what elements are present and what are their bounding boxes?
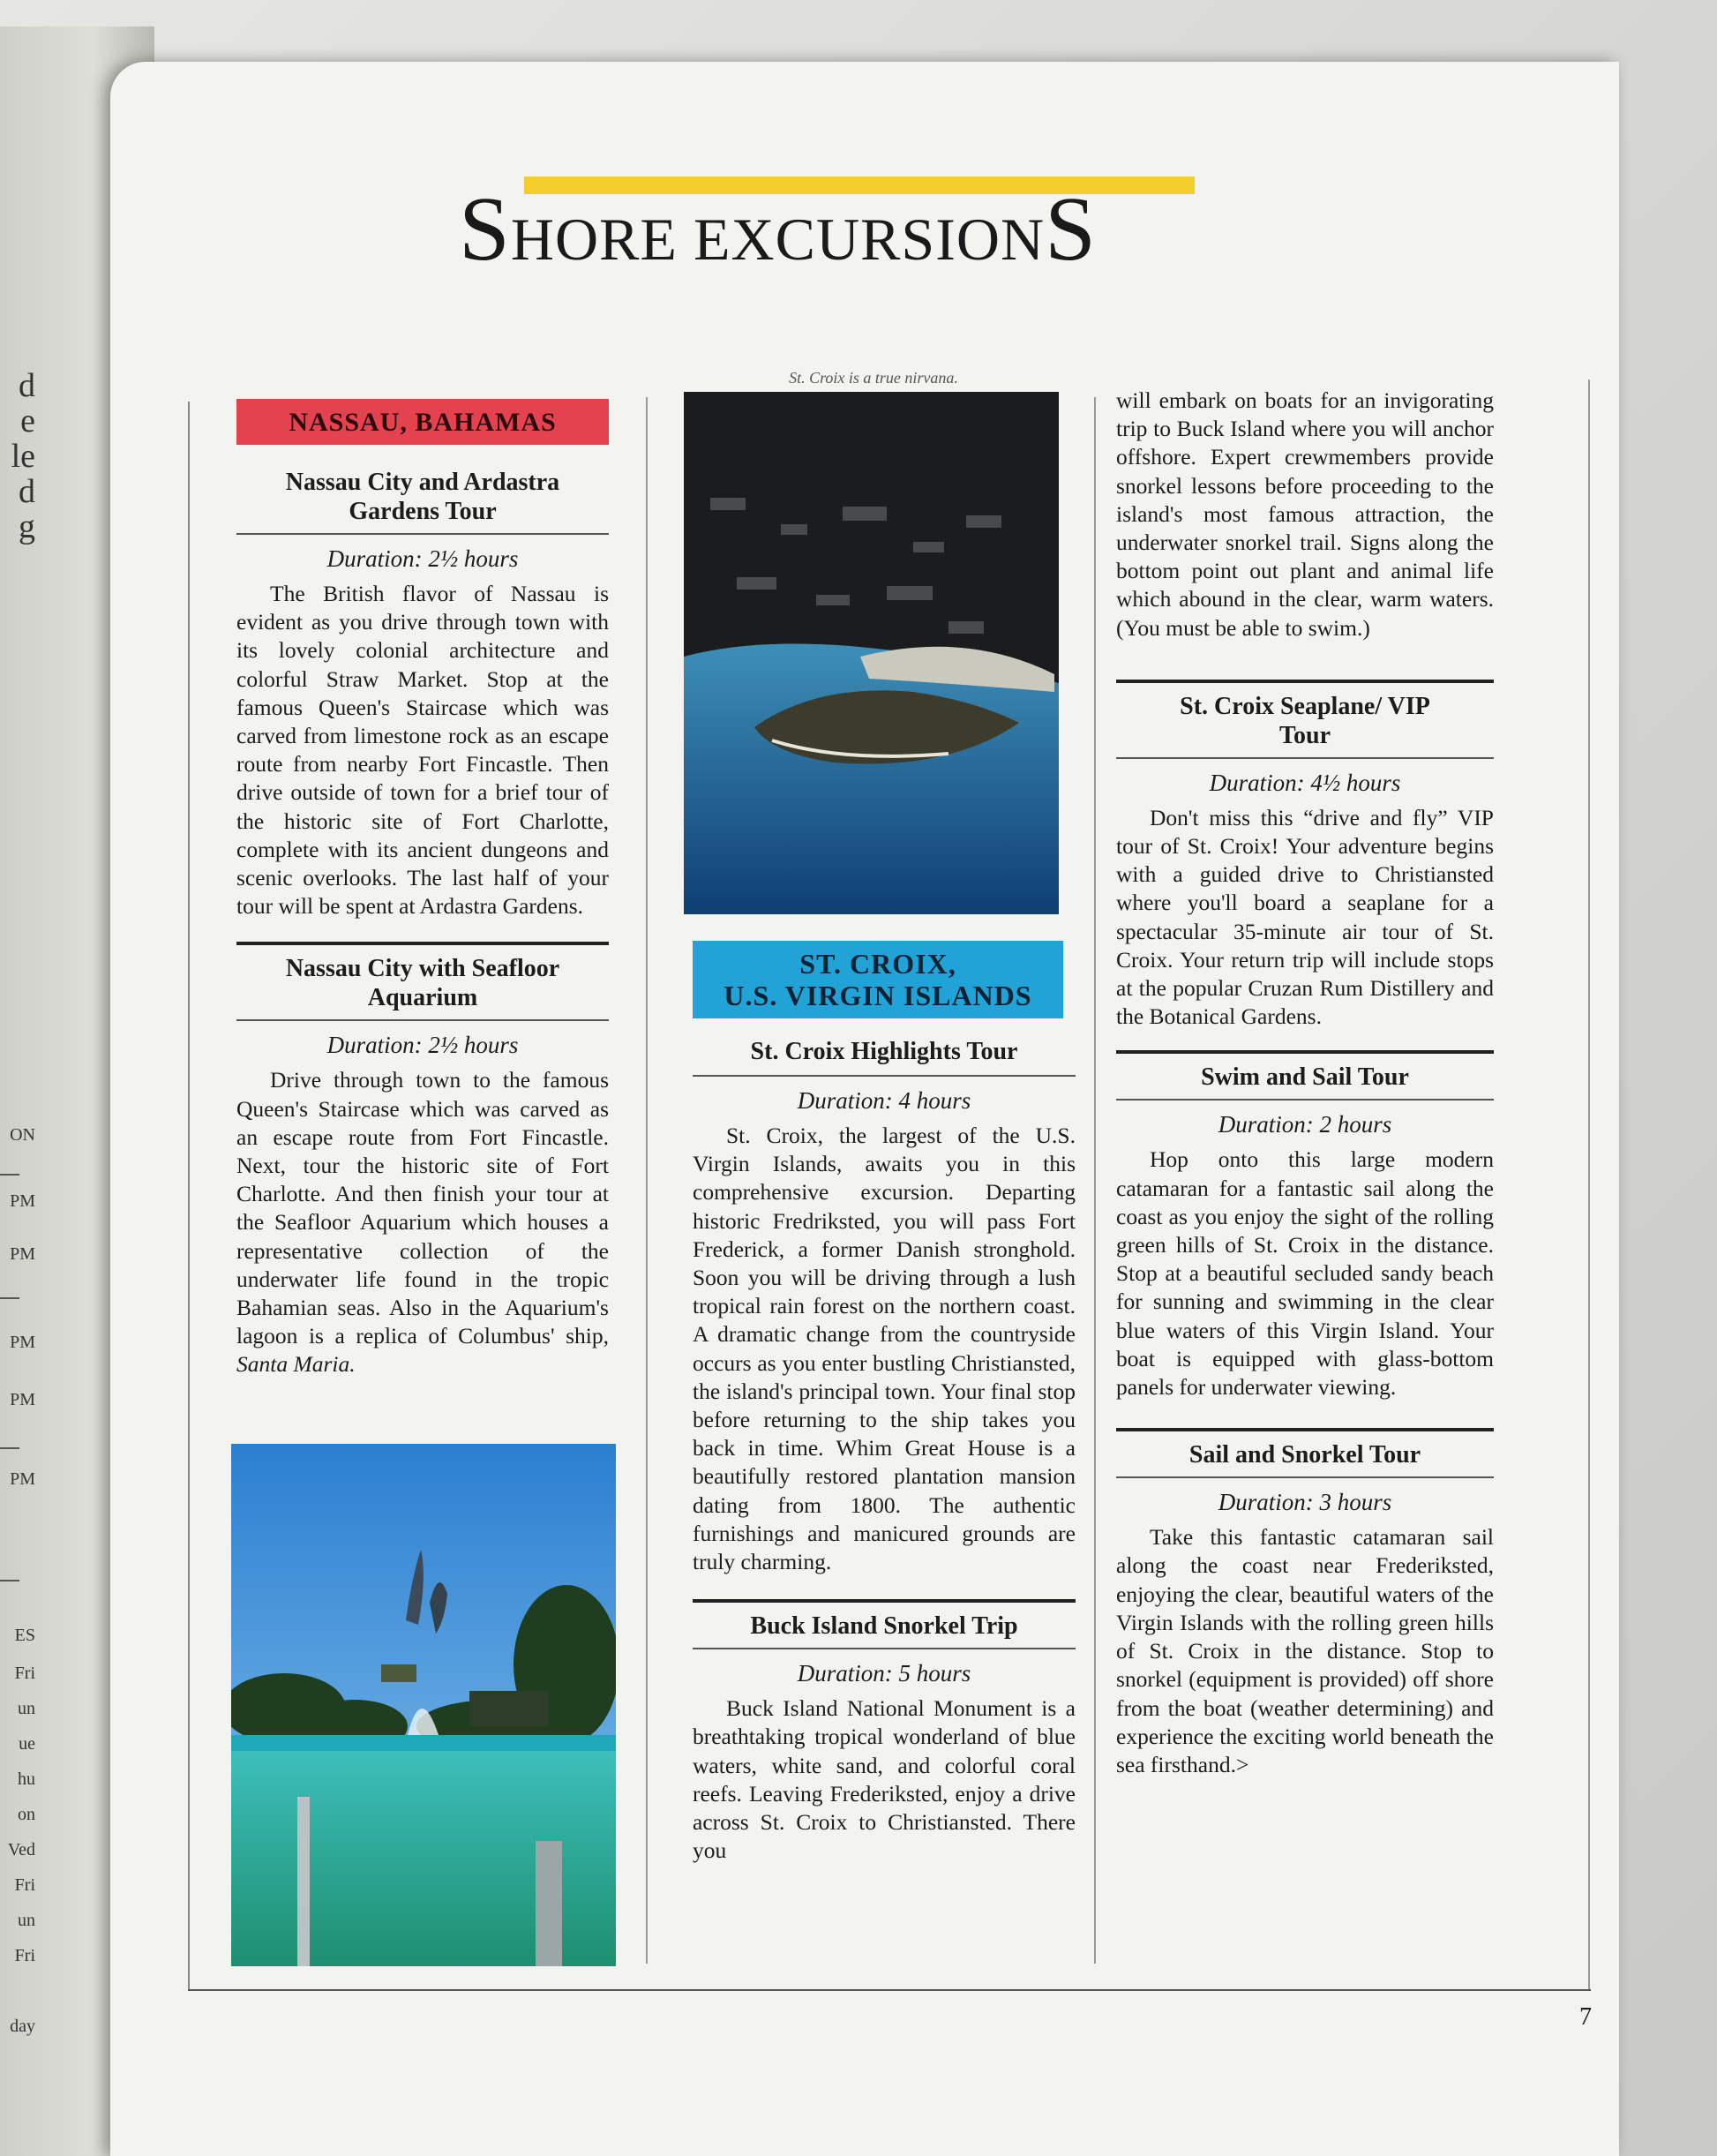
prev-page-fragment: PM [10,1244,35,1264]
tour-duration: Duration: 4 hours [797,1087,971,1114]
page-number: 7 [1579,2003,1592,2031]
prev-page-fragment: PM [10,1333,35,1352]
tour-duration: Duration: 5 hours [797,1660,971,1687]
tour-title: Buck Island Snorkel Trip [693,1599,1076,1649]
prev-page-fragment: day [10,2017,35,2036]
column-st-croix-tours [693,1028,1076,1865]
page-title: SHORE EXCURSIONS [459,178,1097,280]
prev-page-fragment: PM [10,1390,35,1409]
prev-page-fragment: Fri [14,1875,35,1895]
region-banner-st-croix: ST. CROIX, U.S. VIRGIN ISLANDS [693,941,1063,1018]
tour-description: St. Croix, the largest of the U.S. Virgin Islands, awaits you in this comprehensive excursion. Departing historic Fredriksted, you will pass Fort Frederick, a former Danish stronghold. Soon you will be driving through a lush tropical rain forest on the northern coast. A dramatic change from the countryside occurs as you enter bustling Christiansted, the island's principal town. Your final stop before returning to the ship takes you back in time. Whim Great House is a beautifully restored plantation mansion dating from 1800. The authentic furnishings and manicured grounds are truly charming. [693,1123,1076,1575]
tour-duration: Duration: 2½ hours [326,1032,519,1059]
prev-page-fragment: ue [19,1734,35,1754]
tour-duration: Duration: 3 hours [1218,1489,1392,1516]
prev-page-fragment: un [18,1699,35,1718]
column-divider [646,397,648,1964]
tour-title: Nassau City and Ardastra Gardens Tour [236,461,609,535]
column-divider [1094,397,1096,1964]
prev-page-fragment: PM [10,1469,35,1489]
region-banner-nassau: NASSAU, BAHAMAS [236,399,609,445]
page-title-block [459,177,1271,282]
frame-rule-bottom [188,1989,1591,1991]
column-nassau [236,399,609,1379]
prev-page-fragment: le [11,438,35,475]
tour-description: Drive through town to the famous Queen's Staircase which was carved as an escape route from Fort Fincastle. Next, tour the historic site of Fort Charlotte. And then finish your tour at the Seafloor Aquarium which houses a representative collection of the underwater life found in the tropic Bahamian seas. Also in the Aquarium's lagoon is a replica of Columbus' ship, Santa Maria. [236,1067,609,1378]
st-croix-aerial-photo [684,392,1059,914]
prev-page-fragment: un [18,1911,35,1930]
frame-rule-right [1588,379,1590,1990]
prev-page-fragment: e [20,402,35,439]
tour-description: The British flavor of Nassau is evident as you drive through town with its lovely colonial architecture and colorful Straw Market. Stop at the famous Queen's Staircase which was carved from limestone rock as an escape route from nearby Fort Fincastle. Then drive outside of town for a brief tour of the historic site of Fort Charlotte, complete with its ancient dungeons and scenic overlooks. The last half of your tour will be spent at Ardastra Gardens. [236,581,609,920]
tour-duration: Duration: 2 hours [1218,1111,1392,1138]
prev-page-fragment: PM [10,1191,35,1211]
tour-title: Sail and Snorkel Tour [1116,1428,1494,1478]
prev-page-fragment: on [18,1805,35,1824]
prev-page-fragment: g [19,508,35,545]
tour-title: Nassau City with Seafloor Aquarium [236,942,609,1021]
tour-description: Buck Island National Monument is a breathtaking tropical wonderland of blue waters, white sand, and colorful coral reefs. Leaving Frederiksted, enjoy a drive across St. Croix to Christiansted. There you [693,1695,1076,1864]
column-st-croix-continued [1116,387,1494,1779]
prev-page-fragment: hu [18,1769,35,1789]
tour-duration: Duration: 2½ hours [326,545,519,572]
tour-title: St. Croix Highlights Tour [693,1028,1076,1077]
prev-page-fragment: d [19,473,35,510]
prev-page-fragment: ON [10,1125,35,1145]
tour-description: Hop onto this large modern catamaran for a fantastic sail along the coast as you enjoy the sight of the rolling green hills of St. Croix in the distance. Stop at a beautiful secluded sandy beach for sunning and swimming in the clear blue waters of this Virgin Island. Your boat is equipped with glass-bottom panels for underwater viewing. [1116,1146,1494,1401]
continued-description: will embark on boats for an invigorating trip to Buck Island where you will anchor offshore. Expert crewmembers provide snorkel lessons before proceeding to the island's most famous attraction, the underwater snorkel trail. Signs along the bottom point out plant and animal life which abound in the clear, warm waters. (You must be able to swim.) [1116,387,1494,641]
prev-page-fragment: ES [14,1626,35,1645]
dolphin-aquarium-photo [231,1444,616,1966]
prev-page-fragment: Ved [7,1840,35,1859]
tour-description: Don't miss this “drive and fly” VIP tour of St. Croix! Your adventure begins with a guided drive to Christiansted where you'll board a seaplane for a spectacular 35-minute air tour of St. Croix. Your return trip will include stops at the popular Cruzan Rum Distillery and the Botanical Gardens. [1116,804,1494,1030]
tour-title: Swim and Sail Tour [1116,1050,1494,1101]
tour-title: St. Croix Seaplane/ VIP Tour [1116,680,1494,759]
prev-page-fragment: Fri [14,1664,35,1683]
photo-caption: St. Croix is a true nirvana. [789,369,958,387]
tour-description: Take this fantastic catamaran sail along the coast near Frederiksted, enjoying the clear, beautiful waters of the Virgin Islands with the rolling green hills of St. Croix in the distance. Stop to snorkel (equipment is provided) off shore from the boat (weather determining) and experience the exciting world beneath the sea firsthand.> [1116,1524,1494,1777]
tour-duration: Duration: 4½ hours [1209,769,1401,796]
prev-page-fragment: d [19,367,35,404]
column-st-croix [693,941,1063,1018]
prev-page-fragment: Fri [14,1946,35,1965]
frame-rule-left [188,402,190,1990]
